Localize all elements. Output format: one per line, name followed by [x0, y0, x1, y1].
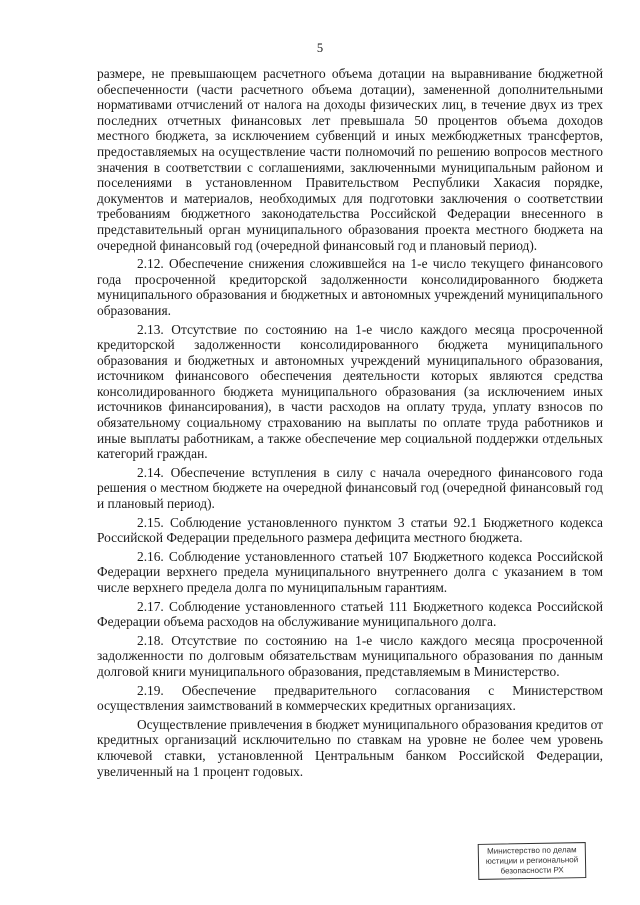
paragraph-credit-rates: Осуществление привлечения в бюджет муниципального образования кредитов от кредитных организаций исключительно по ставкам на уровне не более чем уровень ключевой ставки, установленной Центральным банком Российской Федерации, увеличенный на 1 процент годовых. [97, 716, 603, 779]
paragraph-2-14: 2.14. Обеспечение вступления в силу с начала очередного финансового года решения о местном бюджете на очередной финансовый год (очередной финансовый год и плановый период). [97, 464, 603, 512]
paragraph-2-16: 2.16. Соблюдение установленного статьей 107 Бюджетного кодекса Российской Федерации верхнего предела муниципального внутреннего долга с указанием в том числе верхнего предела долга по муниципальным гарантиям. [97, 548, 603, 595]
paragraph-2-17: 2.17. Соблюдение установленного статьей 111 Бюджетного кодекса Российской Федерации объема расходов на обслуживание муниципального долга. [97, 598, 603, 630]
paragraph-2-19: 2.19. Обеспечение предварительного согласования с Министерством осуществления заимствований в коммерческих кредитных организациях. [97, 682, 603, 714]
stamp-line: Министерство по делам [487, 845, 577, 856]
stamp-line: безопасности РХ [500, 865, 564, 876]
page-number: 5 [316, 41, 324, 55]
paragraph-continuation: размере, не превышающем расчетного объема дотации на выравнивание бюджетной обеспеченности (части расчетного объема дотации), замененной дополнительными нормативами отчислений от налога на доходы физических лиц, в течение двух из трех последних отчетных финансовых лет превышала 50 процентов объема доходов местного бюджета, за исключением субвенций и иных межбюджетных трансфертов, предоставляемых на осуществление части полномочий по решению вопросов местного значения в соответствии с соглашениями, заключенными муниципальным районом и поселениями в установленном Правительством Республики Хакасия порядке, документов и материалов, необходимых для подготовки заключения о соответствии требованиям бюджетного законодательства Российской Федерации внесенного в представительный орган муниципального образования проекта местного бюджета на очередной финансовый год (очередной финансовый год и плановый период). [97, 66, 603, 253]
document-body [97, 66, 603, 782]
stamp-line: юстиции и региональной [485, 855, 579, 866]
paragraph-2-13: 2.13. Отсутствие по состоянию на 1-е число каждого месяца просроченной кредиторской задолженности консолидированного бюджета муниципального образования и бюджетных и автономных учреждений муниципального образования, источником финансового обеспечения деятельности которых являются средства консолидированного бюджета муниципального образования (за исключением иных источников финансирования), в части расходов на оплату труда, уплату взносов по обязательному социальному страхованию на выплаты по оплате труда работников и иные выплаты работникам, а также обеспечение мер социальной поддержки отдельных категорий граждан. [97, 321, 603, 462]
paragraph-2-18: 2.18. Отсутствие по состоянию на 1-е число каждого месяца просроченной задолженности по долговым обязательствам муниципального образования по данным долговой книги муниципального образования, представляемым в Министерство. [97, 632, 603, 679]
paragraph-2-12: 2.12. Обеспечение снижения сложившейся на 1-е число текущего финансового года просроченной кредиторской задолженности консолидированного бюджета муниципального образования и бюджетных и автономных учреждений муниципального образования. [97, 256, 603, 318]
paragraph-2-15: 2.15. Соблюдение установленного пунктом 3 статьи 92.1 Бюджетного кодекса Российской Федерации предельного размера дефицита местного бюджета. [97, 514, 603, 546]
ministry-stamp [478, 842, 587, 880]
